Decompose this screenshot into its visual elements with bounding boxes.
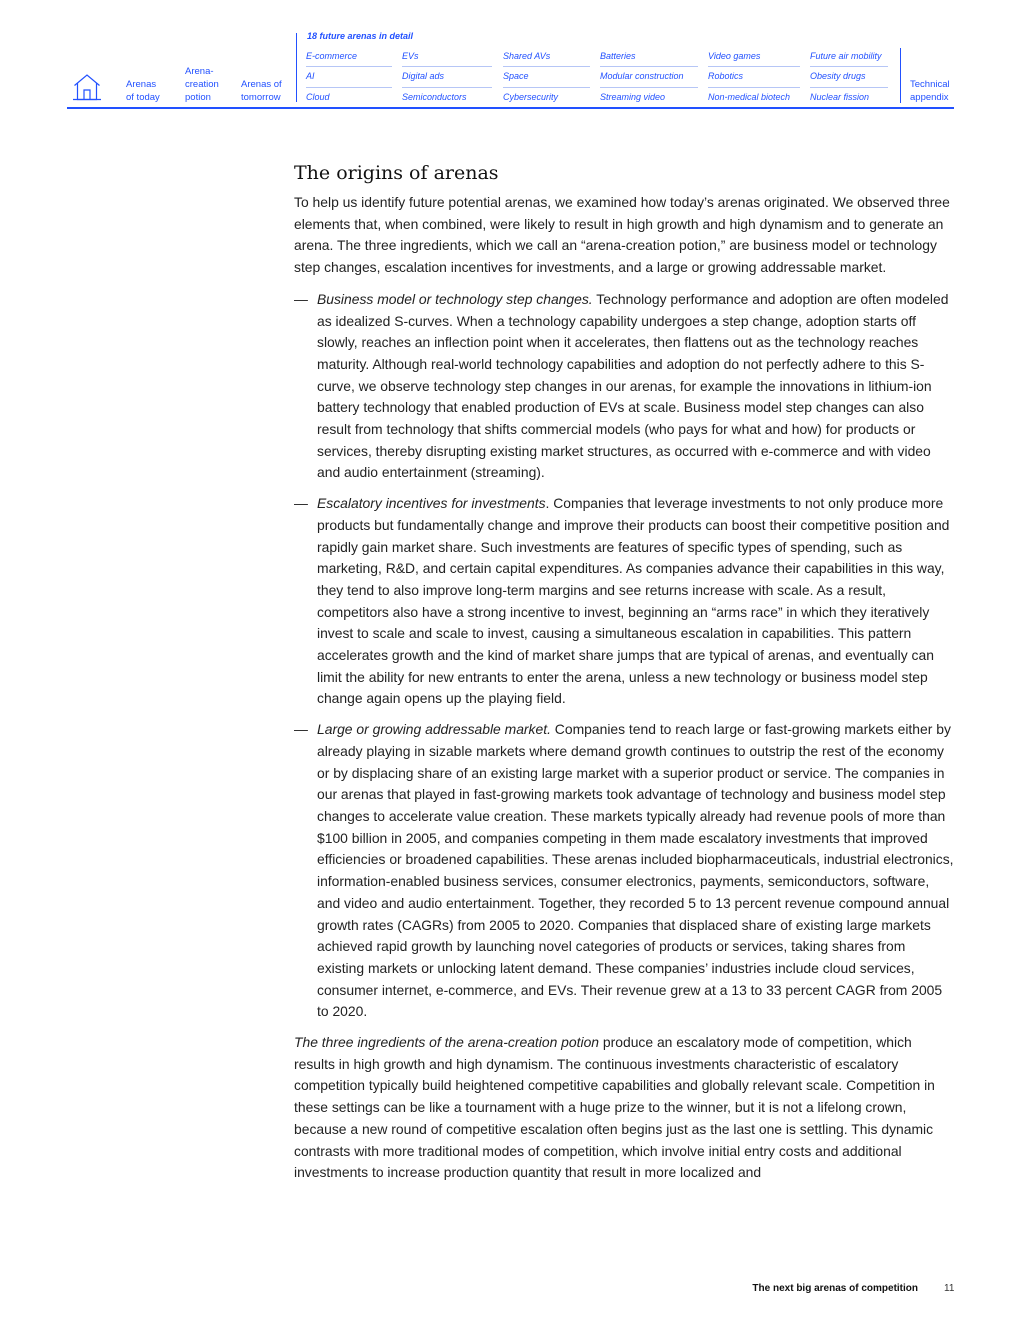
arena-link[interactable]: E-commerce <box>306 51 358 61</box>
arena-link[interactable]: Semiconductors <box>402 92 467 102</box>
arena-separator <box>306 66 392 67</box>
arena-link[interactable]: EVs <box>402 51 419 61</box>
arena-separator <box>810 87 888 88</box>
nav-bottom-rule <box>67 107 954 109</box>
bullet-dash: — <box>294 290 308 307</box>
home-icon[interactable] <box>73 73 101 101</box>
arena-separator <box>306 87 392 88</box>
arena-link[interactable]: Batteries <box>600 51 636 61</box>
nav-link-technical-appendix[interactable]: Technical appendix <box>910 79 950 103</box>
section-title: The origins of arenas <box>294 162 499 184</box>
bullet-lead: Large or growing addressable market. <box>317 721 551 738</box>
bullet-text: . Companies that leverage investments to not only produce more products but fundamentally change and improve their products can boost their competitive position and rapidly gain market share. Such investments are features of specific types of spending, such as marketing, R&D, and certain capital expenditures. As companies advance their capabilities in this way, they tend to also improve long-term margins and see returns increase with scale. As a result, competitors also have a strong incentive to invest, beginning an “arms race” in which they iteratively invest to scale and scale to invest, causing a simultaneous escalation in capabilities. This pattern accelerates growth and the kind of market share jumps that are typical of arenas, and eventually can limit the ability for new entrants to enter the arena, unless a new technology or business model step change again opens up the playing field. <box>317 495 950 707</box>
bullet-text: Technology performance and adoption are often modeled as idealized S-curves. When a technology capability undergoes a step change, adoption starts off slowly, reaches an inflection point when it accelerates, then flattens out as the technology reaches maturity. Although real-world technology capabilities and adoption do not perfectly adhere to this S-curve, we observe technology step changes in our arenas, for example the innovations in lithium-ion battery technology that enabled production of EVs at scale. Business model step changes can also result from technology that shifts commercial models (who pays for what and how) for products or services, thereby disrupting existing market structures, as occurred with e-commerce and with video and audio entertainment (streaming). <box>317 290 949 481</box>
top-navigation <box>0 0 1020 112</box>
arena-separator <box>402 87 492 88</box>
nav-link-arena-creation-potion[interactable]: Arena- creation potion <box>185 66 219 103</box>
arena-link[interactable]: Digital ads <box>402 71 445 81</box>
nav-link-arenas-of-today[interactable]: Arenas of today <box>126 79 160 103</box>
arena-separator <box>810 66 888 67</box>
bullet-item <box>294 719 956 1023</box>
arena-link[interactable]: Streaming video <box>600 92 666 102</box>
bullet-item <box>294 493 956 710</box>
arena-separator <box>503 87 590 88</box>
arena-separator <box>402 66 492 67</box>
arena-link[interactable]: Nuclear fission <box>810 92 870 102</box>
arena-link[interactable]: Shared AVs <box>503 51 551 61</box>
bullet-text: Companies tend to reach large or fast-growing markets either by already playing in sizable markets where demand growth continues to outstrip the rest of the economy or by displacing share of an existing large market with a superior product or service. The companies in our arenas that played in fast-growing markets took advantage of technology and business model step changes to accelerate value creation. These markets typically already had revenue pools of more than $100 billion in 2005, and companies competing in them made escalatory investments that improved efficiencies or broadened capabilities. These arenas included biopharmaceuticals, industrial electronics, information-enabled business services, consumer electronics, payments, semiconductors, software, and video and audio entertainment. Together, they recorded 5 to 13 percent revenue compound annual growth rates (CAGRs) from 2005 to 2020. Companies that displaced share of existing large markets achieved rapid growth by launching novel categories of products or services, taking shares from existing markets or unlocking latent demand. These companies’ industries include cloud services, consumer internet, e-commerce, and EVs. Their revenue grew at a 13 to 33 percent CAGR from 2005 to 2020. <box>317 721 954 1020</box>
arena-separator <box>708 87 800 88</box>
arena-separator <box>708 66 800 67</box>
arena-separator <box>600 66 698 67</box>
arena-link[interactable]: Cybersecurity <box>503 92 559 102</box>
arena-separator <box>600 87 698 88</box>
closing-paragraph <box>294 1032 956 1184</box>
bullet-lead: Business model or technology step changes. <box>317 290 593 307</box>
bullet-dash: — <box>294 721 308 738</box>
bullet-list <box>294 289 956 1023</box>
arena-separator <box>503 66 590 67</box>
nav-divider-left <box>296 33 297 102</box>
arena-link[interactable]: Non-medical biotech <box>708 92 791 102</box>
arena-link[interactable]: AI <box>306 71 315 81</box>
arena-link[interactable]: Cloud <box>306 92 330 102</box>
page-number: 11 <box>944 1283 955 1294</box>
arena-link[interactable]: Modular construction <box>600 71 684 81</box>
closing-text: produce an escalatory mode of competition, which results in high growth and high dynamism. The continuous investments characteristic of escalatory competition typically build heightened competitive capabilities and globally relevant scale. Competition in these settings can be like a tournament with a huge prize to the winner, but it is not a lifelong crown, because a new round of competitive escalation often begins just as the last one is settling. This dynamic contrasts with more traditional modes of competition, which involve initial entry costs and additional investments to increase production quantity that result in more localized and <box>294 1034 935 1181</box>
arena-link[interactable]: Robotics <box>708 71 744 81</box>
intro-paragraph: To help us identify future potential arenas, we examined how today’s arenas originated. We observed three elements that, when combined, were likely to result in high growth and high dynamism and to generate an arena. The three ingredients, which we call an “arena-creation potion,” are business model or technology step changes, escalation incentives for investments, and a large or growing addressable market. <box>294 194 950 276</box>
nav-divider-right <box>900 48 901 103</box>
arena-link[interactable]: Future air mobility <box>810 51 882 61</box>
bullet-lead: Escalatory incentives for investments <box>317 495 546 512</box>
closing-lead: The three ingredients of the arena-creation potion <box>294 1034 600 1051</box>
footer-title: The next big arenas of competition <box>752 1283 918 1294</box>
arena-link[interactable]: Video games <box>708 51 761 61</box>
arena-link[interactable]: Obesity drugs <box>810 71 866 81</box>
nav-link-arenas-of-tomorrow[interactable]: Arenas of tomorrow <box>241 79 282 103</box>
arena-link[interactable]: Space <box>503 71 529 81</box>
bullet-item <box>294 289 956 484</box>
main-content <box>294 162 956 1194</box>
arenas-title: 18 future arenas in detail <box>307 31 414 41</box>
bullet-dash: — <box>294 495 308 512</box>
